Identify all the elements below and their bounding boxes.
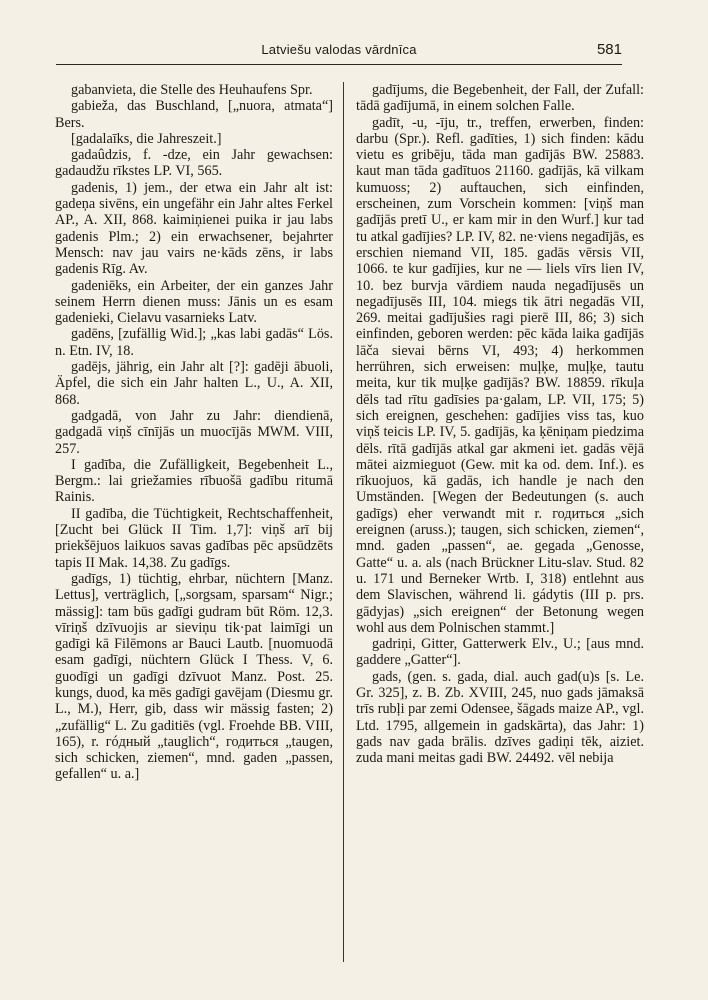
entry-gadenieks <box>55 277 337 327</box>
entry-text: gabanvieta, die Stelle des Heuhaufens Spr. <box>71 82 313 98</box>
entry-gabieza <box>55 98 337 131</box>
entry-gadijums <box>356 82 648 115</box>
entry-gads <box>356 668 648 767</box>
entry-gadaudzis <box>55 147 337 180</box>
page-header <box>56 40 622 65</box>
entry-text: gadgadā, von Jahr zu Jahr: diendienā, gadgadā viņš cīnījās un muocījās MWM. VIII, 257. <box>55 407 337 457</box>
running-title: Latviešu valodas vārdnīca <box>261 42 417 57</box>
entry-gadenis <box>55 179 337 278</box>
entry-text: I gadība, die Zufälligkeit, Begebenheit L., Bergm.: lai griežamies rībuošā gadību ritumā Rainis. <box>55 456 337 506</box>
entry-gadigs <box>55 570 337 783</box>
entry-text: gadriņi, Gitter, Gatterwerk Elv., U.; [aus mnd. gaddere „Gatter“]. <box>356 636 648 669</box>
left-column <box>55 82 337 783</box>
entry-text: gadījums, die Begebenheit, der Fall, der Zufall: tādā gadījumā, in einem solchen Falle. <box>356 82 648 115</box>
entry-gadgada <box>55 407 337 457</box>
entry-gadiba-2 <box>55 505 337 571</box>
entry-gadejs <box>55 359 337 408</box>
right-column <box>356 82 648 767</box>
entry-gadit <box>356 114 648 637</box>
entry-gadiba-1 <box>55 456 337 506</box>
entry-gadalaiks <box>55 131 333 147</box>
entry-text: gadeniēks, ein Arbeiter, der ein ganzes Jahr seinem Herrn dienen muss: Jānis un es esam gadenieki, Cielavu vasarnieks Latv. <box>55 277 337 327</box>
entry-text: gads, (gen. s. gada, dial. auch gad(u)s [s. Le. Gr. 325], z. B. Zb. XVIII, 245, nuo gads jāmaksā trīs rubļi par zemi Odensee, šāgads maize AP., vgl. Ltd. 1795, allgemein in gadskārta), das Jahr: 1) gads nav gada brālis. dzīves gadiņi tēk, aiziet. zuda mani meitas gadi BW. 24492. vēl nebija <box>356 668 648 767</box>
entry-text: gadenis, 1) jem., der etwa ein Jahr alt ist: gadeņa sivēns, ein ungefähr ein Jahr altes Ferkel AP., A. XII, 868. kaimiņienei puika ir jau labs gadenis Plm.; 2) ein erwachsener, bejahrter Mensch: nav jau vairs ne·kāds zēns, ir labs gadenis Rīg. Av. <box>55 179 337 278</box>
entry-text: gabieža, das Buschland, [„nuora, atmata“] Bers. <box>55 98 337 131</box>
entry-text: gadējs, jährig, ein Jahr alt [?]: gadēji ābuoli, Äpfel, die sich ein Jahr halten L., U., A. XII, 868. <box>55 359 337 408</box>
entry-text: gadīt, -u, -īju, tr., treffen, erwerben, finden: darbu (Spr.). Refl. gadīties, 1) sich finden: kādu vietu es gribēju, tāda man gadījās BW. 25883. kaut man tāda gadītuos 21160. gadījās, kā vilkam kumuoss; 2) auftauchen, sich einfinden, erscheinen, zum Vorschein kommen: [viņš man gadījās pretī U., er kam mir in den Wurf.] kur tad tu atkal gadījies? LP. IV, 82. ne·viens negadījās, es erschien niemand VII, 185. gadās vērsis VII, 1066. te kur gadījies, kur ne — liels vīrs lien IV, 10. bez burvja vārdiem nauda negadījusēs un negadījusēs III, 104. miegs tik ātri negadās VII, 269. meitai gadījušies ragi pierē III, 86; 3) sich einfinden, geboren werden: pēc kāda laika gadījās lāča sievai bērns VI, 493; 4) herkommen herrühren, sich erweisen: muļķe, muļķe, tautu meita, kur tik muļķe gadījās? BW. 18859. rīkuļa dēls tad rītu gadīsies pa·galam, LP. VII, 175; 5) sich ereignen, geschehen: gadījies viss tas, kuo viņš teicis LP. IV, 5. gadījās, ka ķēniņam piedzima dēls. rītā gadījās atkal gar akmeni iet. gadās vējā mātei aizmieguot (Gew. mit ka od. dem. Inf.). es rīkuojuos, kā gadās, ich handle je nach den Umständen. [Wegen der Bedeutungen (s. auch gadīgs) eher verwandt mit r. годиться „sich ereignen (aruss.); taugen, sich schicken, ziemen“, mnd. gaden „passen“, ae. gegada „Genosse, Gatte“ u. a. als (nach Brückner Litu-slav. Stud. 82 u. 171 und Berneker Wrtb. I, 318) entlehnt aus dem Slavischen, während li. gádytis (III p. prs. gādyjas) „sich ereignen“ der Betonung wegen wohl aus dem Polnischen stammt.] <box>356 114 648 636</box>
entry-text: gadaûdzis, f. -dze, ein Jahr gewachsen: gadaudžu rīkstes LP. VI, 565. <box>55 147 337 180</box>
entry-text: [gadalaīks, die Jahreszeit.] <box>71 130 222 147</box>
entry-gadrini <box>356 636 648 669</box>
entry-text: II gadība, die Tüchtigkeit, Rechtschaffenheit, [Zucht bei Glück II Tim. 1,7]: viņš arī bij priekšējuos laikuos savas gadības pēc apsūdzēts tapis II Mak. 14,38. Zu gadīgs. <box>55 505 337 571</box>
entry-text: gadīgs, 1) tüchtig, ehrbar, nüchtern [Manz. Lettus], verträglich, [„sorgsam, sparsam“ Nigr.; mässig]: tam būs gadīgi gudram būt Röm. 12,3. vīriņš dzīvuojis ar sieviņu tik·pat laimīgi un gadīgi kā Filēmons ar Bauci Lautb. [nuomuodā esam gadīgi, nüchtern Glück I Thess. V, 6. guodīgi un gadīgi dzīvuot Manz. Post. 25. kungs, duod, ka mēs gadīgi gavējam (Diesmu gr. L., M.), Herr, gib, dass wir mässig fasten; 2) „zufällig“ L. Zu gaditiēs (vgl. Froehde BB. VIII, 165), r. гóдный „tauglich“, годиться „taugen, sich schicken, ziemen“, mnd. gaden „passen, gefallen“ u. a.] <box>55 570 337 783</box>
column-divider <box>343 82 344 962</box>
entry-gabanvieta <box>55 82 333 98</box>
entry-gadens <box>55 326 337 359</box>
entry-text: gadēns, [zufällig Wid.]; „kas labi gadās“ Lös. n. Etn. IV, 18. <box>55 326 337 359</box>
page-number: 581 <box>596 41 622 58</box>
